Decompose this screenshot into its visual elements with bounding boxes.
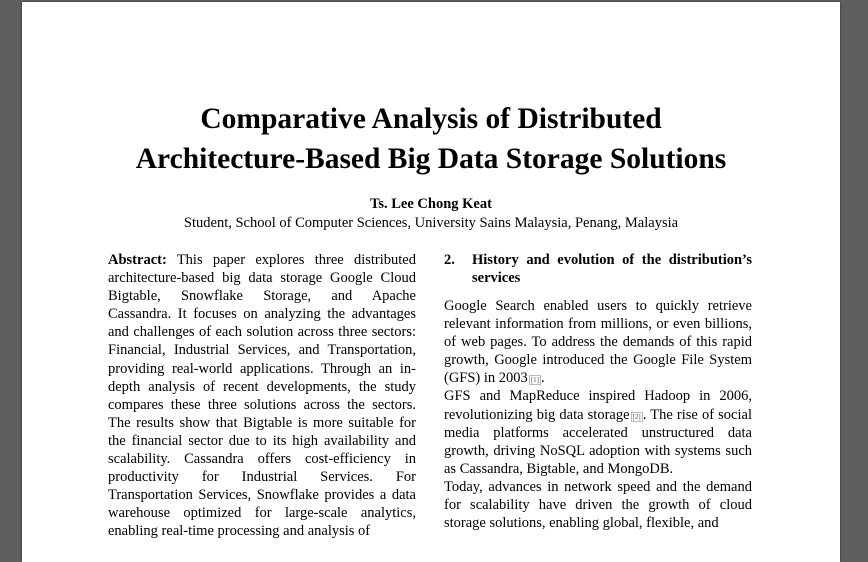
right-column: [444, 251, 752, 532]
viewer-scrollbar[interactable]: [854, 0, 868, 529]
paragraph-text: GFS and MapReduce inspired Hadoop in 2006, revolutionizing big data storage: [444, 388, 752, 423]
abstract-paragraph: [108, 251, 416, 541]
paper-title: [22, 99, 840, 179]
left-column: [108, 251, 416, 541]
title-line-2: Architecture-Based Big Data Storage Solutions: [135, 143, 727, 175]
section-paragraph-2: [444, 387, 752, 477]
author-affiliation: Student, School of Computer Sciences, University Sains Malaysia, Penang, Malaysia: [183, 215, 679, 231]
abstract-text: This paper explores three distributed architecture-based big data storage Google Cloud Bigtable, Snowflake Storage, and Apache Cassandra. It focuses on analyzing the advantages and challenges of each solution across three sectors: Financial, Industrial Services, and Transportation, providing real-world applications. Through an in-depth analysis of recent developments, the study compares these three solutions across the sectors. The results show that Bigtable is more suitable for the financial sector due to its high availability and scalability. Cassandra offers cost-efficiency in productivity for Industrial Services. For Transportation Services, Snowflake provides a data warehouse optimized for large-scale analytics, enabling real-time processing and analysis of: [108, 252, 416, 540]
paragraph-text-end: .: [540, 370, 545, 387]
citation-link[interactable]: [2]: [632, 412, 641, 421]
section-paragraph-3: Today, advances in network speed and the demand for scalability have driven the growth of cloud storage solutions, enabling global, flexible, and: [444, 478, 752, 532]
section-title: History and evolution of the distribution’s services: [472, 252, 752, 286]
title-line-1: Comparative Analysis of Distributed: [200, 103, 662, 135]
author-name: Ts. Lee Chong Keat: [370, 196, 492, 212]
document-page: [22, 2, 840, 562]
citation-link[interactable]: [1]: [530, 376, 539, 385]
paragraph-text-end: . The rise of social media platforms accelerated unstructured data growth, driving NoSQL adoption with systems such as Cassandra, Bigtable, and MongoDB.: [444, 406, 752, 477]
section-number: 2.: [444, 252, 455, 268]
paragraph-text: Google Search enabled users to quickly retrieve relevant information from millions, or even billions, of web pages. To address the demands of this rapid growth, Google introduced the Google File System (GFS) in 2003: [444, 298, 752, 387]
section-heading: [444, 251, 752, 287]
abstract-label: Abstract:: [108, 252, 167, 268]
section-paragraph-1: [444, 297, 752, 387]
